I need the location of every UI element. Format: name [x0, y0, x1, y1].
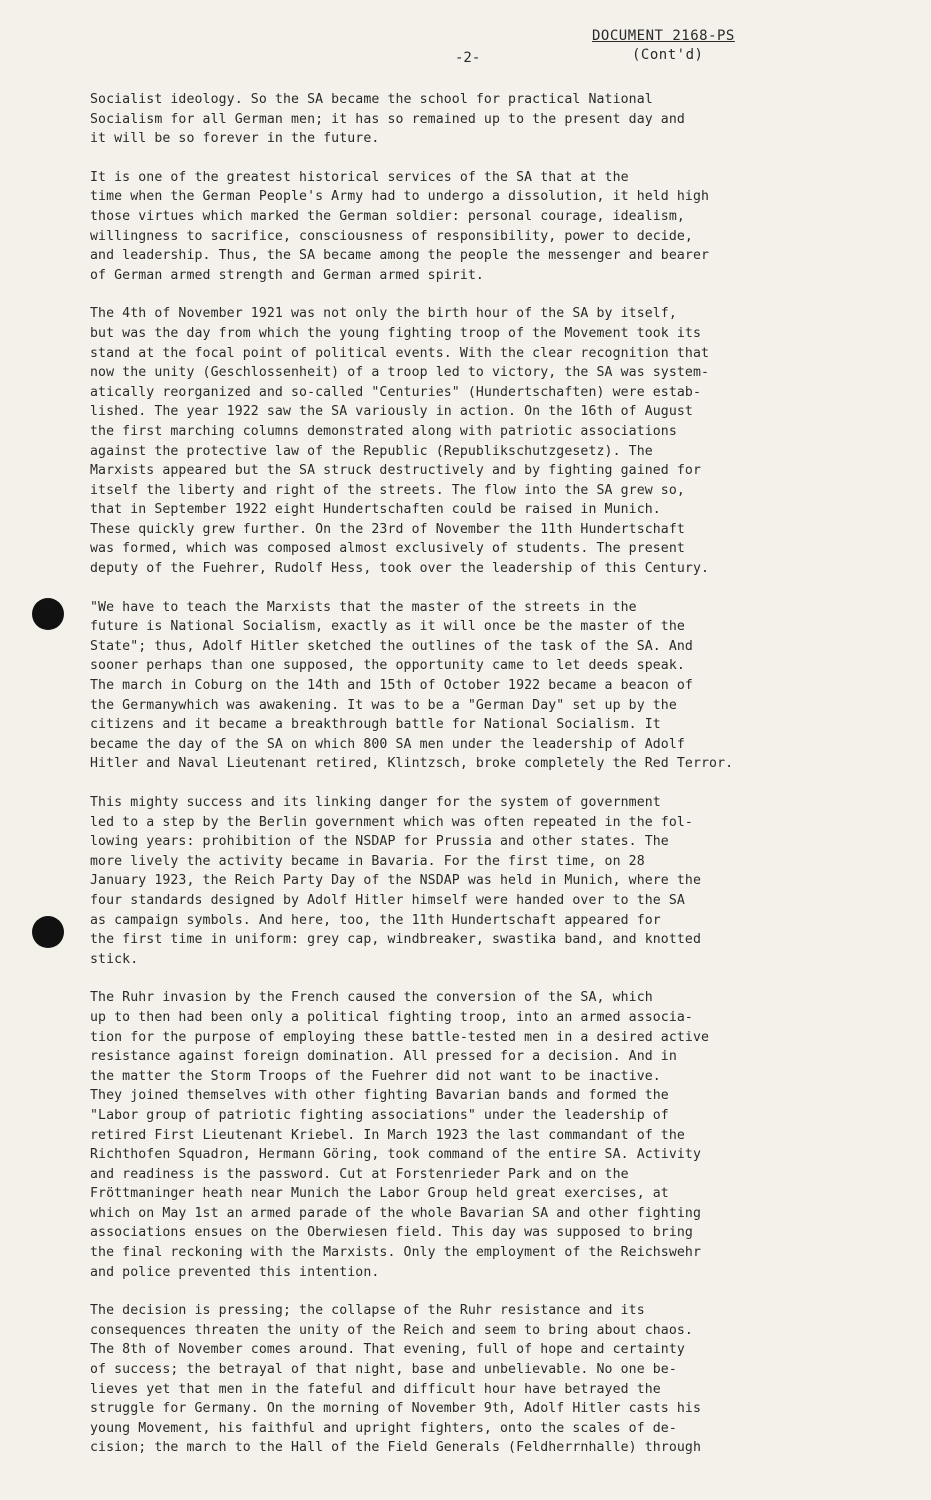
punch-hole-top — [32, 598, 64, 630]
document-id: DOCUMENT 2168-PS — [592, 28, 735, 44]
paragraph: It is one of the greatest historical services of the SA that at the time when the German People's Army had to undergo a dissolution, it held high those virtues which marked the German soldier: personal courage, idealism, willingness to sacrifice, consciousness of responsibility, power to decide, and leadership. Thus, the SA became among the people the messenger and bearer of German armed strength and German armed spirit. — [90, 169, 710, 283]
paragraph: The decision is pressing; the collapse of the Ruhr resistance and its consequences threaten the unity of the Reich and seem to bring about chaos. The 8th of November comes around. That evening, full of hope and certainty of success; the betrayal of that night, base and unbelievable. No one be- lieves yet that men in the fateful and difficult hour have betrayed the struggle for Germany. On the morning of November 9th, Adolf Hitler casts his young Movement, his faithful and upright fighters, onto the scales of de- cision; the march to the Hall of the Field Generals (Feldherrnhalle) through — [90, 1303, 702, 1456]
punch-hole-bottom — [32, 916, 64, 948]
paragraph: Socialist ideology. So the SA became the school for practical National Socialism for all German men; it has so remained up to the present day and it will be so forever in the future. — [90, 92, 685, 147]
paragraph: The 4th of November 1921 was not only the birth hour of the SA by itself, but was the day from which the young fighting troop of the Movement took its stand at the focal point of political events. With the clear recognition that now the unity (Geschlossenheit) of a troop led to victory, the SA was system- atically reorganized and so-called "Centuries" (Hundertschaften) were estab- lished. The year 1922 saw the SA variously in action. On the 16th of August the first marching columns demonstrated along with patriotic associations against the protective law of the Republic (Republikschutzgesetz). The Marxists appeared but the SA struck destructively and by fighting gained for itself the liberty and right of the streets. The flow into the SA grew so, that in September 1922 eight Hundertschaften could be raised in Munich. These quickly grew further. On the 23rd of November the 11th Hundertschaft was formed, which was composed almost exclusively of students. The present deputy of the Fuehrer, Rudolf Hess, took over the leadership of this Century. — [90, 306, 710, 577]
page-number: -2- — [455, 50, 481, 66]
continued-label: (Cont'd) — [632, 47, 704, 63]
paragraph: "We have to teach the Marxists that the master of the streets in the future is National Socialism, exactly as it will once be the master of the State"; thus, Adolf Hitler sketched the outlines of the task of the SA. And sooner perhaps than one supposed, the opportunity came to let deeds speak. The march in Coburg on the 14th and 15th of October 1922 became a beacon of the Germanywhich was awakening. It was to be a "German Day" set up by the citizens and it became a breakthrough battle for National Socialism. It became the day of the SA on which 800 SA men under the leadership of Adolf Hitler and Naval Lieutenant retired, Klintzsch, broke completely the Red Terror. — [90, 599, 734, 772]
paragraph: The Ruhr invasion by the French caused the conversion of the SA, which up to then had been only a political fighting troop, into an armed associa- tion for the purpose of employing these battle-tested men in a desired active resistance against foreign domination. All pressed for a decision. And in the matter the Storm Troops of the Fuehrer did not want to be inactive. They joined themselves with other fighting Bavarian bands and formed the "Labor group of patriotic fighting associations" under the leadership of retired First Lieutenant Kriebel. In March 1923 the last commandant of the Richthofen Squadron, Hermann Göring, took command of the entire SA. Activity and readiness is the password. Cut at Forstenrieder Park and on the Fröttmaninger heath near Munich the Labor Group held great exercises, at which on May 1st an armed parade of the whole Bavarian SA and other fighting associations ensues on the Oberwiesen field. This day was supposed to bring the final reckoning with the Marxists. Only the employment of the Reichswehr and police prevented this intention. — [90, 990, 710, 1280]
document-body — [90, 90, 880, 1477]
paragraph: This mighty success and its linking danger for the system of government led to a step by the Berlin government which was often repeated in the fol- lowing years: prohibition of the NSDAP for Prussia and other states. The more lively the activity became in Bavaria. For the first time, on 28 January 1923, the Reich Party Day of the NSDAP was held in Munich, where the four standards designed by Adolf Hitler himself were handed over to the SA as campaign symbols. And here, too, the 11th Hundertschaft appeared for the first time in uniform: grey cap, windbreaker, swastika band, and knotted stick. — [90, 795, 702, 967]
